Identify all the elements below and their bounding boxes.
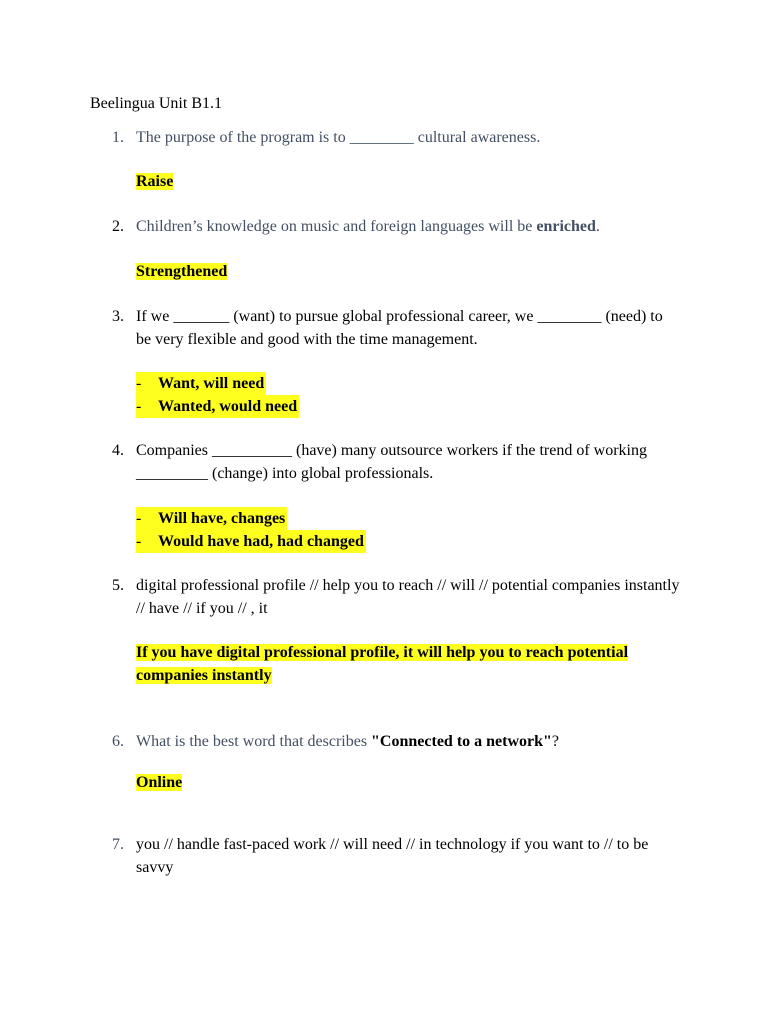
answer-1	[136, 170, 173, 193]
question-text	[136, 730, 681, 753]
question-text-end: .	[595, 218, 600, 235]
question-number: 2.	[112, 218, 124, 235]
question-text: digital professional profile // help you to reach // will // potential companies instantly // have // if you // , it	[136, 577, 680, 617]
question-number: 6.	[112, 733, 124, 750]
question-text: The purpose of the program is to ________ cultural awareness.	[136, 129, 541, 146]
option-4b	[136, 530, 366, 553]
answer-2	[136, 260, 227, 283]
answer-text: Raise	[136, 173, 174, 190]
option-3b	[136, 395, 299, 418]
question-number: 3.	[112, 308, 124, 325]
question-text-end: ?	[551, 733, 560, 750]
option-dash: -	[136, 398, 142, 415]
question-text	[136, 215, 681, 238]
question-text-start: What is the best word that describes	[136, 733, 372, 750]
question-number: 5.	[112, 577, 124, 594]
question-text: you // handle fast-paced work // will need // in technology if you want to // to be savvy	[136, 836, 649, 876]
question-text-bold: enriched	[536, 218, 596, 235]
question-text: If we _______ (want) to pursue global professional career, we ________ (need) to be very flexible and good with the time management.	[136, 308, 663, 348]
question-number: 1.	[112, 129, 124, 146]
answer-6	[136, 771, 182, 794]
answer-text: Online	[136, 774, 183, 791]
option-label: Will have, changes	[158, 510, 286, 527]
question-number: 7.	[112, 836, 124, 853]
option-label: Wanted, would need	[158, 398, 298, 415]
question-text-start: Children’s knowledge on music and foreign languages will be	[136, 218, 537, 235]
question-text: Companies __________ (have) many outsource workers if the trend of working _________ (change) into global professionals.	[136, 442, 647, 482]
option-3a	[136, 372, 266, 395]
answer-text: Strengthened	[136, 263, 228, 280]
question-text-bold: "Connected to a network"	[371, 733, 552, 750]
answer-text: If you have digital professional profile, it will help you to reach potential companies instantly	[136, 644, 629, 684]
option-dash: -	[136, 375, 142, 392]
answer-5	[136, 641, 681, 687]
question-number: 4.	[112, 442, 124, 459]
option-label: Would have had, had changed	[158, 533, 364, 550]
option-4a	[136, 507, 287, 530]
document-title: Beelingua Unit B1.1	[90, 95, 222, 112]
option-dash: -	[136, 510, 142, 527]
option-dash: -	[136, 533, 142, 550]
option-label: Want, will need	[158, 375, 265, 392]
